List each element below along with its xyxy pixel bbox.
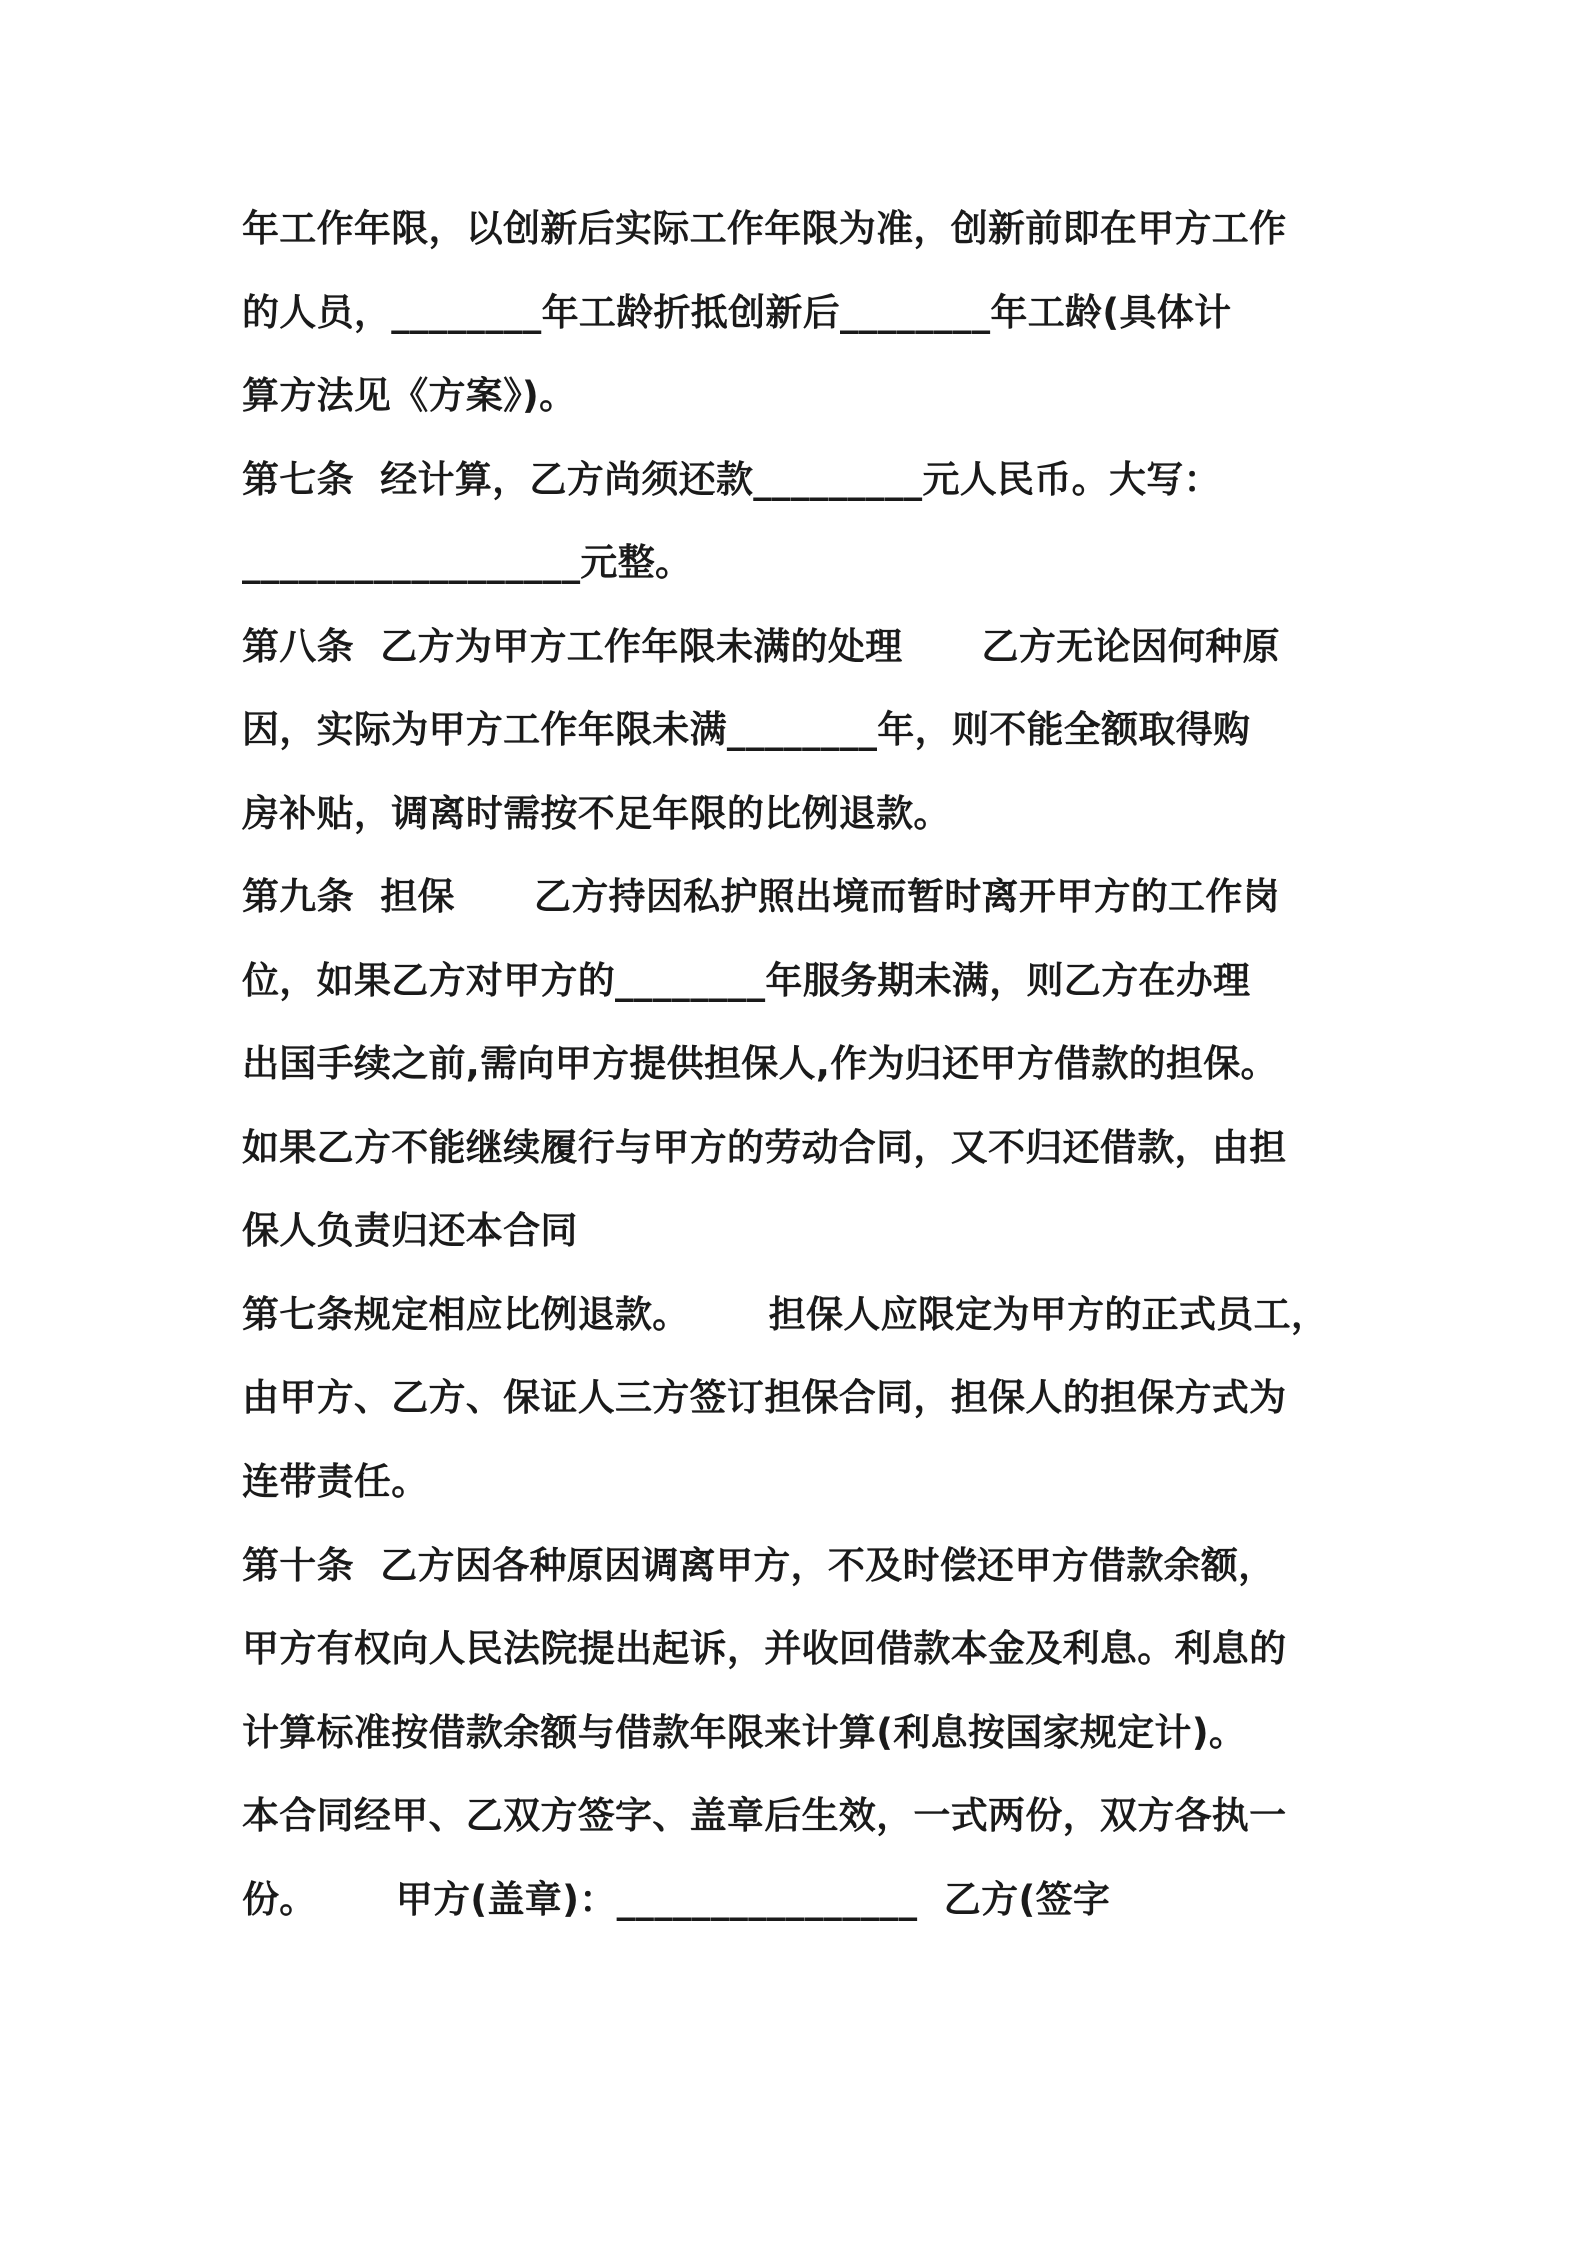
text-line: 位，如果乙方对甲方的________年服务期未满，则乙方在办理 <box>242 959 1251 1002</box>
text-line: 计算标准按借款余额与借款年限来计算(利息按国家规定计)。 <box>242 1711 1247 1754</box>
text-line: 房补贴，调离时需按不足年限的比例退款。 <box>242 792 951 835</box>
text-line: 连带责任。 <box>242 1460 429 1503</box>
text-line: 如果乙方不能继续履行与甲方的劳动合同，又不归还借款，由担 <box>242 1126 1287 1169</box>
text-line: 算方法见《方案》)。 <box>242 374 577 417</box>
text-line: 本合同经甲、乙双方签字、盖章后生效，一式两份，双方各执一 <box>242 1794 1287 1837</box>
text-line: 第十条 乙方因各种原因调离甲方，不及时偿还甲方借款余额， <box>242 1544 1276 1587</box>
text-line: 出国手续之前,需向甲方提供担保人,作为归还甲方借款的担保。 <box>242 1042 1278 1085</box>
text-line: 第七条 经计算，乙方尚须还款_________元人民币。大写： <box>242 458 1221 501</box>
text-line: 因，实际为甲方工作年限未满________年，则不能全额取得购 <box>242 708 1251 751</box>
text-line: 第七条规定相应比例退款。 担保人应限定为甲方的正式员工， <box>242 1293 1329 1336</box>
text-line: 保人负责归还本合同 <box>242 1209 578 1252</box>
text-line: 的人员，________年工龄折抵创新后________年工龄(具体计 <box>242 291 1232 334</box>
text-line: 年工作年限，以创新后实际工作年限为准，创新前即在甲方工作 <box>242 207 1287 250</box>
text-line: 份。 甲方(盖章)：________________ 乙方(签字 <box>242 1878 1111 1921</box>
text-line: 第九条 担保 乙方持因私护照出境而暂时离开甲方的工作岗 <box>242 875 1280 918</box>
text-line: 第八条 乙方为甲方工作年限未满的处理 乙方无论因何种原 <box>242 625 1280 668</box>
text-line: __________________元整。 <box>242 541 693 584</box>
text-line: 由甲方、乙方、保证人三方签订担保合同，担保人的担保方式为 <box>242 1376 1287 1419</box>
text-line: 甲方有权向人民法院提出起诉，并收回借款本金及利息。利息的 <box>242 1627 1287 1670</box>
